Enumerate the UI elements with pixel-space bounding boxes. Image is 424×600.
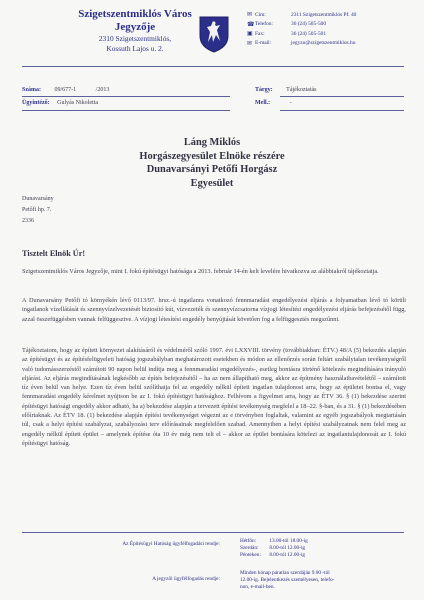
meta-label: Mell.:	[255, 100, 271, 106]
office-hours-day: Pénteken:	[240, 552, 261, 559]
footer-divider	[22, 532, 404, 533]
phone-icon: ☎	[247, 21, 255, 28]
meta-value-year: /2013	[95, 87, 110, 93]
letterhead-contacts	[247, 10, 419, 48]
notary-note-line: 12.00-ig. Bejelentkezés személyesen, telefo-	[240, 577, 335, 584]
address-street: Petőfi hp. 7.	[22, 207, 52, 213]
letterhead-organization	[70, 8, 200, 53]
office-hours-row	[240, 552, 308, 559]
subject	[255, 87, 317, 93]
contact-value: jegyzo@szigetszentmiklos.hu	[291, 40, 356, 47]
email-icon: ✉	[247, 40, 253, 47]
meta-value: 09/677-1	[54, 87, 77, 93]
meta-underline	[280, 110, 404, 111]
office-hours-day: Hétfőn:	[240, 538, 257, 544]
contact-row-phone	[247, 20, 419, 30]
recipient-org: Dunavarsányi Petőfi Horgász	[146, 164, 278, 175]
contact-label: Telefon:	[255, 21, 273, 28]
mailbox-icon: ✉	[247, 12, 253, 19]
contact-label: E-mail:	[255, 40, 272, 47]
recipient-block	[110, 136, 314, 190]
address-zip: 2336	[22, 218, 34, 224]
office-hours-label: Az Építésügyi Hatóság ügyfélfogadási rendje:	[122, 541, 220, 547]
contact-row-email	[247, 39, 419, 49]
contact-value: 36 (24) 505-500	[291, 21, 327, 28]
coat-of-arms-icon	[197, 14, 231, 54]
meta-underline	[22, 110, 230, 111]
contact-value: 2311 Szigetszentmiklós Pf. 40	[291, 11, 357, 18]
office-hours-time: 8.00-tól 12.00-ig	[269, 545, 306, 552]
meta-value: Tájékoztatás	[286, 87, 317, 93]
org-name: Szigetszentmiklós Város	[78, 8, 192, 20]
reference-number	[22, 87, 109, 93]
salutation: Tisztelt Elnök Úr!	[22, 249, 86, 258]
meta-label: Száma:	[22, 87, 41, 93]
office-hours-row	[240, 545, 308, 552]
attachments	[255, 100, 292, 106]
fax-icon: ▣	[247, 31, 253, 38]
body-paragraph-2-text: A Dunavarsány Petőfi tó környékén lévő 0113/97. hrsz.-ú ingatlanra vonatkozó fennmaradási engedélyezési eljárás a folyamatban lévő tó körüli ingatlanok vízellátását és szennyvízelvezetését biztosító kút, vízvezeték és szennyvízcsatorna vízjogi létesítési engedélyezési eljárás befejezésétől függ, azzal összefüggésben vannak felfüggesztve. A vízjogi létesítési engedély benyújtását követően fog a felfüggesztés megszűnni.	[22, 297, 406, 323]
office-hours-schedule	[240, 538, 308, 560]
body-paragraph-2	[22, 296, 406, 324]
notary-hours-label: A jegyzői ügyfélfogadás rendje:	[152, 576, 220, 582]
meta-value: Gulyás Nikoletta	[57, 100, 98, 106]
contact-label: Cím:	[255, 11, 266, 18]
office-hours-time: 8.00-tól 12.00-ig	[269, 552, 306, 559]
contact-value: 36 (24) 505-501	[291, 30, 327, 37]
header-divider	[22, 66, 404, 67]
org-address-line1: 2310 Szigetszentmiklós,	[98, 34, 172, 43]
address-city: Dunavarsány	[22, 196, 54, 202]
notary-note-line: non, e-mail-ben.	[240, 584, 275, 591]
meta-underline	[280, 96, 404, 97]
recipient-org-cont: Egyesület	[190, 177, 234, 189]
meta-label: Ügyintéző:	[22, 100, 50, 106]
body-paragraph-3: Tájékoztatom, hogy az épített környezet alakításáról és védelméről szóló 1997. évi LXXVIII. törvény (továbbiakban: ÉTV.) 48/A (5) bekezdés alapján az építésügyi és az építésfelügyeleti hatóság jogszabályban meghatározott esetekben és módon az ellenőrzés során feltárt szabálytalan tevékenységről való tudomásszerzéstől számított 90 napon belül indítja meg a fennmaradási engedélyezés-, esetleg bontásra történő kötelezés megindítására irányuló eljárást. Az eljárás megindításának legkésőbb az építés befejezésétől – ha az nem állapítható meg, akkor az építmény használatbavételétől – számított tíz éven belül van helye. Ezen tíz éven belül szólíthatja fel az engedély nélkül épített ingatlan tulajdonost arra, hogy az épületet bontsa el, vagy fennmaradási engedély kérelmet nyújtson be az I. fokú építésügyi hatósághoz. Felhívom a figyelmet arra, hogy az ÉTV 36. § (1) bekezdése szerint építésügyi hatósági engedély akkor adható, ha a) bekezdése alapján a tervezett építési tevékenység megfelel a 18–22. §-ban, és a 31. § (1) bekezdésében előírtaknak. Az ÉTV 18. (1) bekezdése alapján építési tevékenységet végezni az e törvényben foglaltak, valamint az egyéb jogszabályok megtartásán túl, csak a helyi építési szabályzat, szabályozási terv előírásainak megfelelően szabad. Amennyiben a helyi építési szabályzatnak nem felel meg az engedély nélkül épített épület – amelynek építése óta 10 év még nem telt el – akkor az épület bontására kötelezi az ingatlantulajdonosát az I. fokú építésügyi hatóság.	[22, 347, 406, 447]
recipient-address	[22, 194, 54, 227]
notary-hours-note	[240, 570, 334, 592]
office-hours-row	[240, 538, 308, 545]
office-hours-day: Szerdán:	[240, 545, 259, 552]
meta-label: Tárgy:	[255, 87, 273, 93]
notary-note-line: Minden hónap páratlan szerdáján 9.00 -tól	[240, 570, 330, 576]
org-subtitle: Jegyzője	[114, 21, 156, 33]
meta-value: -	[289, 100, 292, 106]
body-paragraph-1: Szigetszentmiklós Város Jegyzője, mint I. fokú építésügyi hatósága a 2013. február 14-én kelt levelére hivatkozva az alábbiakról tájékoztatja.	[22, 268, 379, 275]
recipient-name: Láng Miklós	[183, 137, 241, 148]
contact-label: Fax:	[255, 30, 265, 37]
contact-row-address	[247, 10, 419, 20]
org-address-line2: Kossuth Lajos u. 2.	[106, 43, 164, 53]
office-hours-time: 13.00-tól 18.00-ig	[269, 538, 308, 544]
case-officer	[22, 100, 98, 106]
recipient-role: Horgászegyesület Elnöke részére	[139, 150, 285, 162]
meta-underline	[22, 96, 230, 97]
contact-row-fax	[247, 29, 419, 39]
